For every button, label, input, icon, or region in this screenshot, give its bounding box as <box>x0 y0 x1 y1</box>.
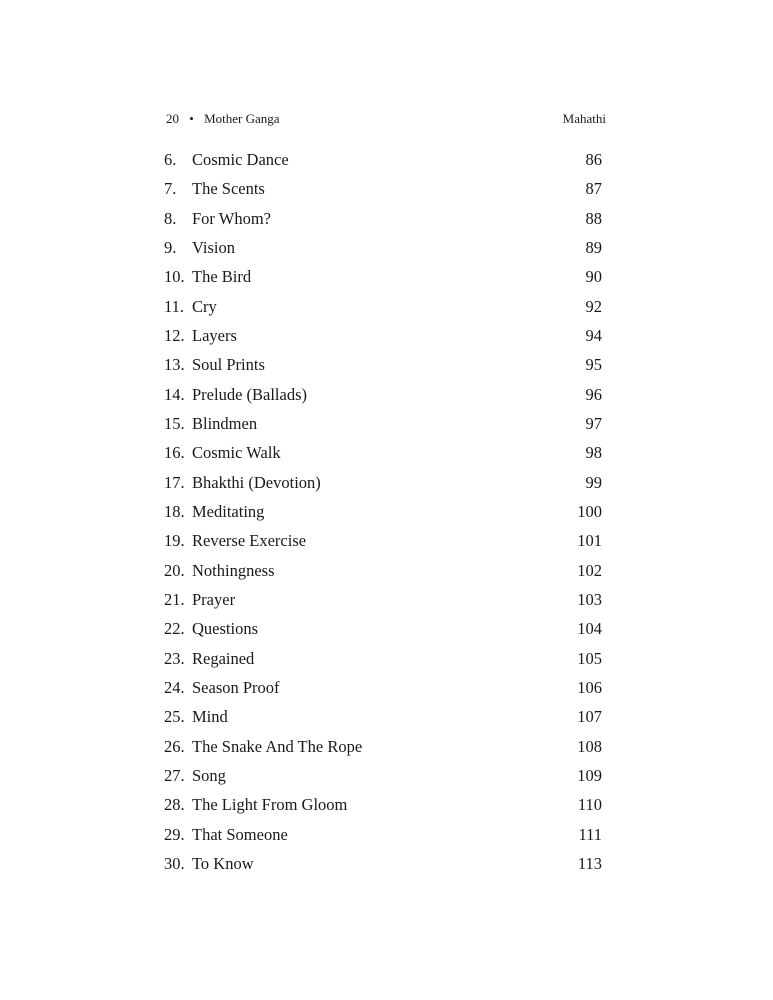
toc-entry-page: 104 <box>577 619 602 639</box>
toc-entry-page: 86 <box>585 150 602 169</box>
toc-entry-number: 27. <box>164 765 185 785</box>
running-head <box>166 110 606 128</box>
toc-entry-title: Regained <box>192 648 255 668</box>
toc-entry[interactable] <box>164 468 604 497</box>
toc-entry-page: 110 <box>577 795 602 815</box>
toc-entry[interactable] <box>164 702 604 731</box>
toc-entry[interactable] <box>164 321 604 350</box>
toc-entry-title: Questions <box>192 619 258 639</box>
toc-entry-page: 97 <box>585 413 602 433</box>
toc-entry-page: 98 <box>585 443 602 463</box>
toc-entry-number: 13. <box>164 355 185 375</box>
toc-entry-page: 94 <box>585 325 602 345</box>
toc-entry-page: 108 <box>577 736 602 756</box>
toc-entry-page: 92 <box>585 296 602 316</box>
toc-entry-title: Season Proof <box>192 677 280 697</box>
toc-entry-number: 24. <box>164 677 185 697</box>
toc-entry-title: Nothingness <box>192 560 275 580</box>
toc-entry-title: The Light From Gloom <box>192 795 348 815</box>
toc-entry-title: Cosmic Dance <box>192 150 289 169</box>
toc-entry[interactable] <box>164 497 604 526</box>
toc-entry-page: 101 <box>577 531 602 551</box>
toc-entry-page: 109 <box>577 765 602 785</box>
section-title: Mahathi <box>562 111 606 126</box>
toc-entry-title: Layers <box>192 325 237 345</box>
toc-entry-number: 8. <box>164 208 177 228</box>
toc-entry-page: 107 <box>577 707 602 727</box>
table-of-contents <box>164 145 604 878</box>
toc-entry-page: 103 <box>577 589 602 609</box>
toc-entry[interactable] <box>164 380 604 409</box>
toc-entry[interactable] <box>164 409 604 438</box>
toc-entry[interactable] <box>164 556 604 585</box>
toc-entry[interactable] <box>164 849 604 878</box>
toc-entry-number: 23. <box>164 648 185 668</box>
toc-entry-number: 30. <box>164 853 185 873</box>
toc-entry-number: 7. <box>164 179 177 199</box>
toc-entry-page: 100 <box>577 501 602 521</box>
toc-entry-number: 12. <box>164 325 185 345</box>
toc-entry-title: To Know <box>192 853 254 873</box>
toc-entry-number: 16. <box>164 443 185 463</box>
page-number: 20 <box>166 111 179 126</box>
toc-entry[interactable] <box>164 644 604 673</box>
toc-entry-number: 26. <box>164 736 185 756</box>
toc-entry[interactable] <box>164 526 604 555</box>
toc-entry-title: The Scents <box>192 179 265 199</box>
toc-entry[interactable] <box>164 820 604 849</box>
toc-entry-number: 29. <box>164 824 185 844</box>
toc-entry-number: 18. <box>164 501 185 521</box>
toc-entry-title: Meditating <box>192 501 265 521</box>
toc-entry-page: 99 <box>585 472 602 492</box>
toc-entry-number: 6. <box>164 150 177 169</box>
toc-entry-title: Mind <box>192 707 228 727</box>
toc-entry-title: The Snake And The Rope <box>192 736 363 756</box>
toc-entry-page: 95 <box>585 355 602 375</box>
separator-bullet: • <box>189 111 194 126</box>
toc-entry-number: 10. <box>164 267 185 287</box>
toc-entry-number: 20. <box>164 560 185 580</box>
toc-entry-title: Reverse Exercise <box>192 531 307 551</box>
toc-entry-number: 22. <box>164 619 185 639</box>
toc-entry[interactable] <box>164 438 604 467</box>
toc-entry-number: 9. <box>164 237 177 257</box>
toc-entry-title: Song <box>192 765 226 785</box>
toc-entry[interactable] <box>164 174 604 203</box>
running-head-left <box>166 110 280 128</box>
toc-entry[interactable] <box>164 233 604 262</box>
toc-entry-number: 17. <box>164 472 185 492</box>
toc-entry[interactable] <box>164 614 604 643</box>
toc-entry-number: 25. <box>164 707 185 727</box>
toc-entry[interactable] <box>164 204 604 233</box>
toc-entry-number: 15. <box>164 413 185 433</box>
toc-entry-title: Blindmen <box>192 413 258 433</box>
toc-entry-title: Cry <box>192 296 217 316</box>
toc-entry-number: 19. <box>164 531 185 551</box>
toc-entry-title: Prelude (Ballads) <box>192 384 308 404</box>
toc-entry[interactable] <box>164 790 604 819</box>
toc-entry-title: Bhakthi (Devotion) <box>192 472 321 492</box>
toc-entry-page: 90 <box>585 267 602 287</box>
toc-entry[interactable] <box>164 732 604 761</box>
toc-entry-page: 102 <box>577 560 602 580</box>
toc-entry[interactable] <box>164 262 604 291</box>
toc-entry-page: 89 <box>585 237 602 257</box>
toc-entry-page: 96 <box>585 384 602 404</box>
toc-entry[interactable] <box>164 761 604 790</box>
toc-entry[interactable] <box>164 350 604 379</box>
toc-entry-number: 28. <box>164 795 185 815</box>
toc-entry-page: 106 <box>577 677 602 697</box>
toc-entry-title: That Someone <box>192 824 288 844</box>
toc-entry-number: 11. <box>164 296 185 316</box>
toc-entry-page: 87 <box>585 179 602 199</box>
toc-entry[interactable] <box>164 585 604 614</box>
book-title: Mother Ganga <box>204 111 280 126</box>
toc-entry[interactable] <box>164 673 604 702</box>
toc-entry-title: Soul Prints <box>192 355 265 375</box>
toc-entry-title: Cosmic Walk <box>192 443 281 463</box>
toc-entry-number: 14. <box>164 384 185 404</box>
toc-entry-page: 105 <box>577 648 602 668</box>
toc-entry-title: Prayer <box>192 589 236 609</box>
toc-entry[interactable] <box>164 292 604 321</box>
toc-entry-page: 88 <box>585 208 602 228</box>
toc-entry[interactable] <box>164 145 604 174</box>
toc-entry-title: The Bird <box>192 267 252 287</box>
toc-entry-page: 113 <box>577 853 602 873</box>
toc-entry-number: 21. <box>164 589 185 609</box>
toc-entry-title: Vision <box>192 237 236 257</box>
toc-entry-title: For Whom? <box>192 208 271 228</box>
toc-entry-page: 111 <box>578 824 602 844</box>
